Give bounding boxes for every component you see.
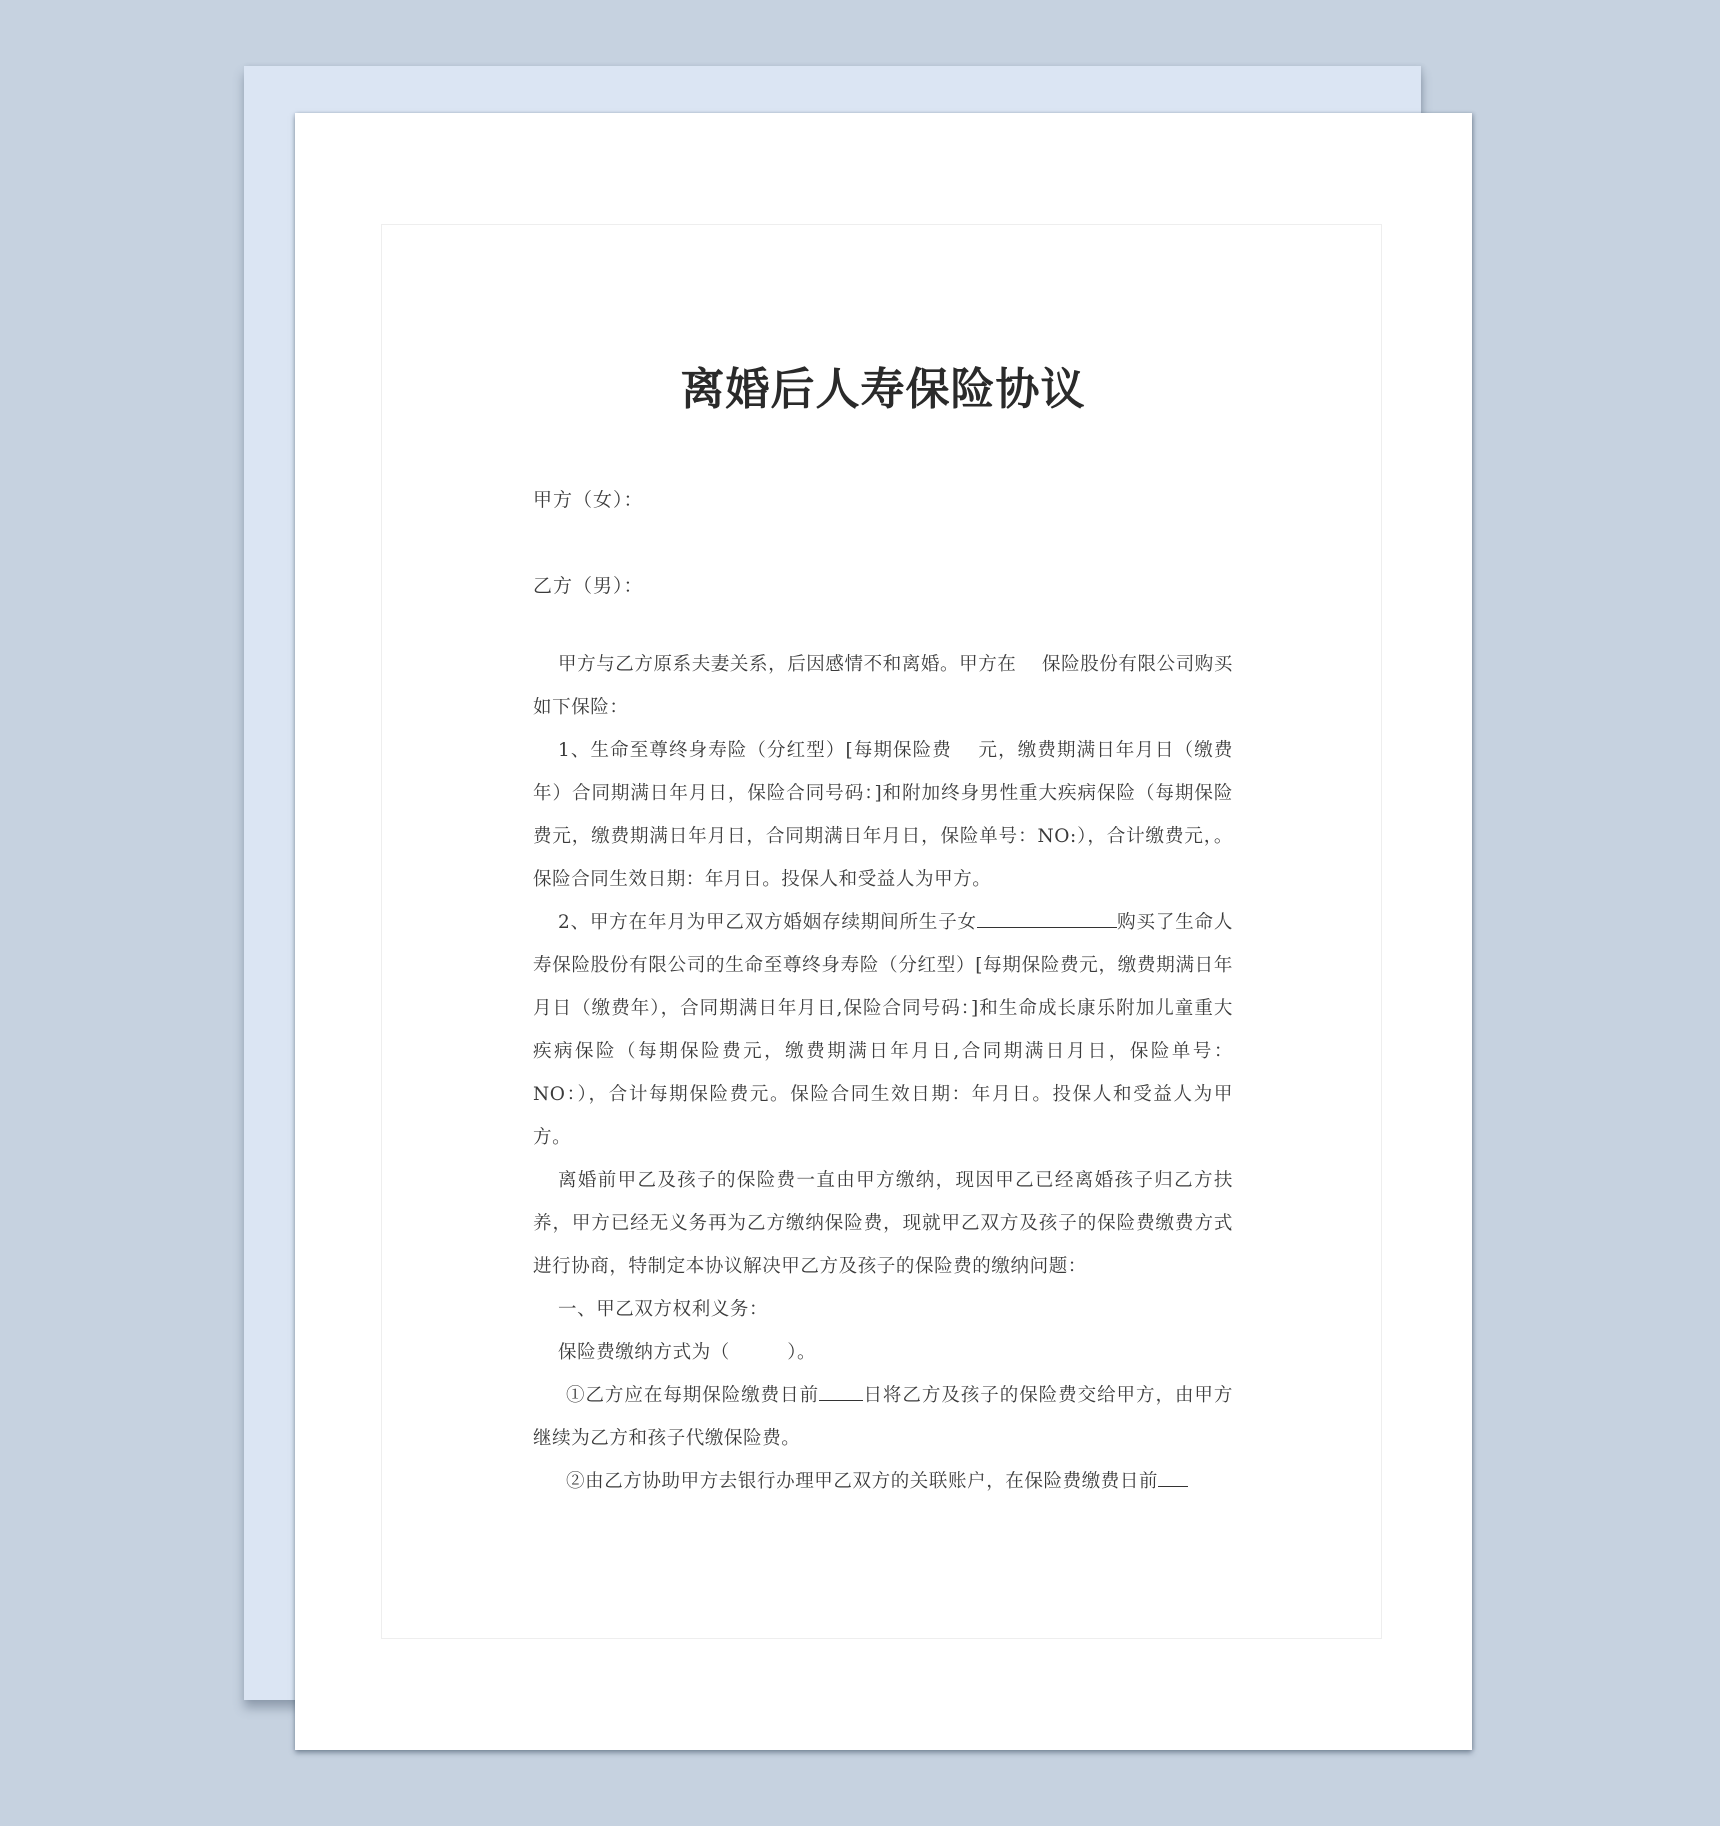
paragraph-item-2-rest: 购买了生命人寿保险股份有限公司的生命至尊终身寿险（分红型）[每期保险费元，缴费期满日年月日（缴费年），合同期满日年月日,保险合同号码：]和生命成长康乐附加儿童重大疾病保险（每期保险费元，缴费期满日年月日,合同期满日月日，保险单号：NO：），合计每期保险费元。保险合同生效日期：年月日。投保人和受益人为甲方。 bbox=[533, 912, 1233, 1148]
fill-in-blank-days[interactable] bbox=[819, 1382, 863, 1402]
fill-in-blank-days-2[interactable] bbox=[1158, 1468, 1188, 1488]
paragraph-item-2-lead: 2、甲方在年月为甲乙双方婚姻存续期间所生子女 bbox=[558, 912, 977, 933]
option-2-lead: ②由乙方协助甲方去银行办理甲乙双方的关联账户，在保险费缴费日前 bbox=[566, 1471, 1159, 1492]
fill-in-blank-child-name[interactable] bbox=[977, 909, 1117, 929]
paragraph-option-2 bbox=[533, 1460, 1233, 1503]
paragraph-intro: 甲方与乙方原系夫妻关系，后因感情不和离婚。甲方在 保险股份有限公司购买如下保险： bbox=[533, 654, 1233, 718]
option-1-lead: ①乙方应在每期保险缴费日前 bbox=[566, 1385, 820, 1406]
paragraph-option-1 bbox=[533, 1374, 1233, 1460]
document-title: 离婚后人寿保险协议 bbox=[680, 364, 1086, 415]
section-heading-rights: 一、甲乙双方权利义务： bbox=[558, 1299, 769, 1320]
party-b-label: 乙方（男）： bbox=[533, 575, 644, 597]
paragraph-item-2 bbox=[533, 901, 1233, 1159]
paragraph-payment-method: 保险费缴纳方式为（ ）。 bbox=[558, 1342, 817, 1363]
party-a-label: 甲方（女）： bbox=[533, 489, 644, 511]
option-1-rest: 日将乙方及孩子的保险费交给甲方，由甲方继续为乙方和孩子代缴保险费。 bbox=[533, 1385, 1233, 1449]
document-body bbox=[533, 643, 1233, 1503]
document-page bbox=[295, 113, 1472, 1750]
paragraph-item-1: 1、生命至尊终身寿险（分红型）[每期保险费 元，缴费期满日年月日（缴费年）合同期满日年月日，保险合同号码：]和附加终身男性重大疾病保险（每期保险费元，缴费期满日年月日，合同期满日年月日，保险单号：NO:），合计缴费元，。保险合同生效日期：年月日。投保人和受益人为甲方。 bbox=[533, 740, 1233, 890]
paragraph-background: 离婚前甲乙及孩子的保险费一直由甲方缴纳，现因甲乙已经离婚孩子归乙方扶养，甲方已经无义务再为乙方缴纳保险费，现就甲乙双方及孩子的保险费缴费方式进行协商，特制定本协议解决甲乙方及孩子的保险费的缴纳问题： bbox=[533, 1170, 1233, 1277]
